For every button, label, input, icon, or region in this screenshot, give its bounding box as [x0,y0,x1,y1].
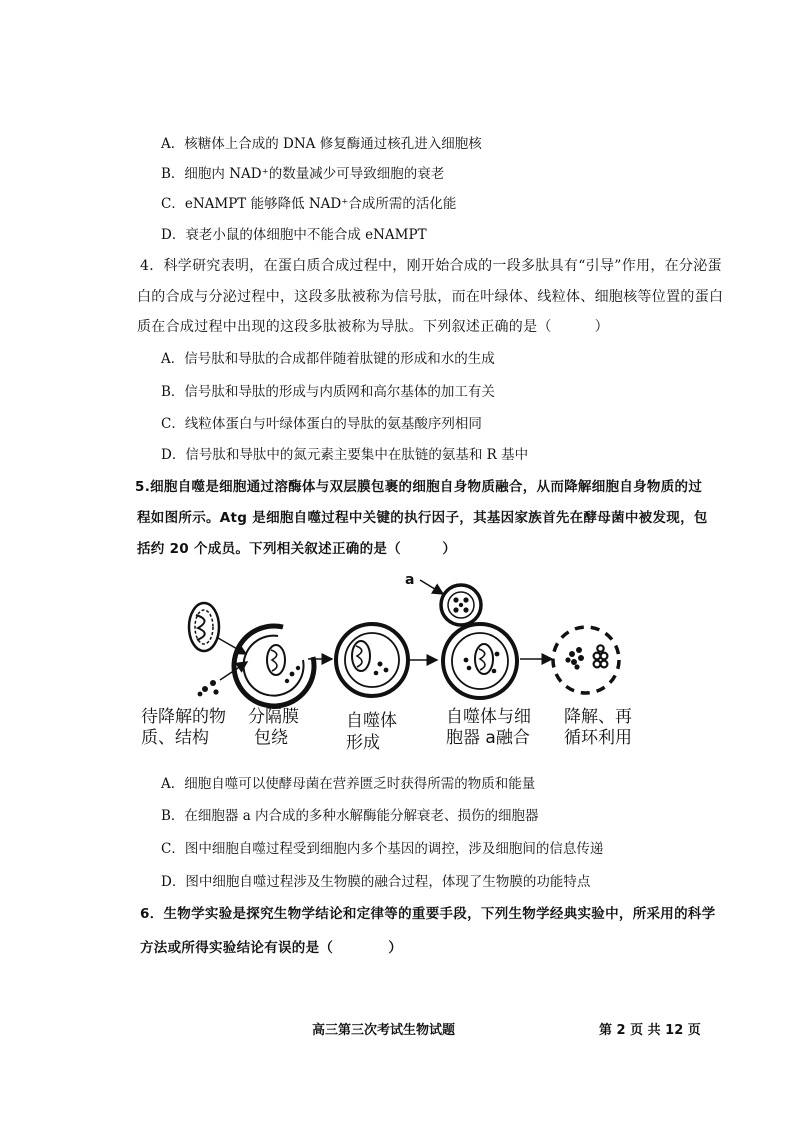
q5-stem-line3: 括约 20 个成员。下列相关叙述正确的是（ ） [137,541,457,557]
q4-option-b: B．信号肽和导肽的形成与内质网和高尔基体的加工有关 [161,384,495,400]
q6-stem-line2: 方法或所得实验结论有误的是（ ） [140,940,403,956]
small-particles [198,680,219,696]
q3-option-b: B．细胞内 NAD⁺的数量减少可导致细胞的衰老 [161,166,445,182]
q6-stem-line1: 6．生物学实验是探究生物学结论和定律等的重要手段，下列生物学经典实验中，所采用的科学 [140,906,716,922]
q4-option-a: A．信号肽和导肽的合成都伴随着肽键的形成和水的生成 [161,351,495,367]
autophagosome [336,624,408,696]
label-stage3-line2: 形成 [346,733,380,753]
arrow-a [420,580,443,594]
q5-stem-line2: 程如图所示。Atg 是细胞自噬过程中关键的执行因子，其基因家族首先在酵母菌中被发现，包 [137,510,708,526]
q4-option-d: D．信号肽和导肽中的氮元素主要集中在肽链的氨基和 R 基中 [161,447,529,463]
q4-stem-line1: 4．科学研究表明，在蛋白质合成过程中，刚开始合成的一段多肽具有“引导”作用，在分泌蛋 [140,258,722,274]
footer-exam-title: 高三第三次考试生物试题 [312,1023,456,1038]
label-stage3-line1: 自噬体 [346,711,397,731]
degradation-recycling [553,627,619,693]
q4-option-c: C．线粒体蛋白与叶绿体蛋白的导肽的氨基酸序列相同 [161,416,482,432]
q4-stem-line2: 白的合成与分泌过程中，这段多肽被称为信号肽，而在叶绿体、线粒体、细胞核等位置的蛋白 [137,289,724,305]
q5-option-a: A．细胞自噬可以使酵母菌在营养匮乏时获得所需的物质和能量 [161,776,536,792]
label-stage4-line2: 胞器 a融合 [446,728,530,748]
q3-option-d: D．衰老小鼠的体细胞中不能合成 eNAMPT [161,227,427,243]
q5-option-d: D．图中细胞自噬过程涉及生物膜的融合过程，体现了生物膜的功能特点 [161,874,591,890]
label-stage1-line1: 待降解的物 [141,707,226,727]
label-stage5-line2: 循环利用 [564,728,632,748]
q5-stem-line1: 5.细胞自噬是细胞通过溶酶体与双层膜包裹的细胞自身物质融合，从而降解细胞自身物质的过 [135,479,703,495]
q4-stem-line3: 质在合成过程中出现的这段多肽被称为导肽。下列叙述正确的是（ ） [137,319,609,335]
label-stage1-line2: 质、结构 [141,728,209,748]
isolation-membrane [234,626,314,706]
label-stage4-line1: 自噬体与细 [446,707,531,727]
label-stage2-line2: 包绕 [254,728,288,748]
label-stage2-line1: 分隔膜 [248,707,299,727]
q5-option-b: B．在细胞器 a 内合成的多种水解酶能分解衰老、损伤的细胞器 [161,808,539,824]
q3-option-a: A．核糖体上合成的 DNA 修复酶通过核孔进入细胞核 [161,136,482,152]
label-stage5-line1: 降解、再 [564,707,632,727]
autolysosome-fusion [443,624,517,698]
q5-option-c: C．图中细胞自噬过程受到细胞内多个基因的调控，涉及细胞间的信息传递 [161,841,604,857]
footer-page-number: 第 2 页 共 12 页 [599,1023,701,1038]
lysosome-a [441,585,481,625]
q3-option-c: C．eNAMPT 能够降低 NAD⁺合成所需的活化能 [161,196,457,212]
label-organelle-a: a [405,572,415,588]
damaged-organelle [189,603,219,651]
